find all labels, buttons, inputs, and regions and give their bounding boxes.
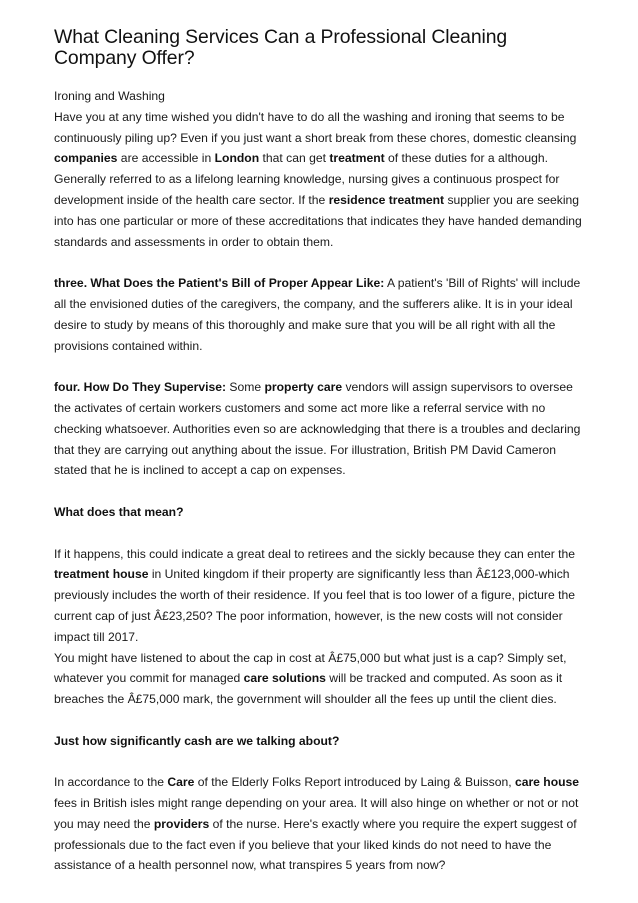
text-run: will be tracked and computed. As soon as it breaches the Â£75,000 mark, the government will shoulder all the fees up until the client dies. — [54, 671, 563, 707]
text-run: In accordance to the — [54, 775, 168, 790]
section-heading-cash — [54, 731, 588, 752]
text-run: Some — [226, 380, 265, 395]
keyword-providers: providers — [153, 816, 210, 831]
text-run: of the nurse. Here's exactly where you require the expert suggest of professionals due to the fact even if you believe that your liked kinds do not need to have the assistance of a health personnel now, what transpires 5 years from now? — [54, 816, 577, 873]
keyword-residence-treatment: residence treatment — [328, 192, 445, 207]
text-run: A patient's 'Bill of Rights' will include all the envisioned duties of the caregivers, the company, and the sufferers alike. It is in your ideal desire to study by means of this thoroughly and make sure that you will be all right with all the provisions contained within. — [54, 276, 581, 353]
section-lead-supervise: four. How Do They Supervise: — [54, 380, 227, 395]
text-run: supplier you are seeking into has one particular or more of these accreditations that indicates they have handed demanding standards and assessments in order to obtain them. — [54, 192, 582, 249]
keyword-treatment: treatment — [329, 151, 385, 166]
text-run: fees in British isles might range depending on your area. It will also hinge on whether or not or not you may need the — [54, 796, 579, 831]
text-run: vendors will assign supervisors to oversee the activates of certain workers customers and some act more like a referral service with no checking whatsoever. Authorities even so are acknowledging that there is a troubles and declaring that they are carrying out anything about the issue. For illustration, British PM David Cameron stated that he is inclined to accept a cap on expenses. — [54, 380, 581, 478]
text-run: If it happens, this could indicate a great deal to retirees and the sickly because they can enter the — [54, 546, 576, 561]
paragraph-meaning-2 — [54, 648, 588, 710]
text-run: of these duties for a although. Generally referred to as a lifelong learning knowledge, nursing gives a continuous prospect for development inside of the health care sector. If the — [54, 151, 560, 207]
section-heading-cash-text: Just how significantly cash are we talking about? — [54, 733, 340, 748]
text-run: in United kingdom if their property are significantly less than Â£123,000-which previously includes the worth of their residence. If you feel that is too lower of a figure, picture the current cap of just Â£23,250? The poor information, however, is the new costs will not consider impact till 2017. — [54, 567, 575, 644]
keyword-treatment-house: treatment house — [54, 567, 149, 582]
section-lead-bill: three. What Does the Patient's Bill of Proper Appear Like: — [54, 276, 385, 291]
section-heading-meaning — [54, 502, 588, 523]
section-heading-meaning-text: What does that mean? — [54, 504, 184, 519]
paragraph-cash — [54, 772, 588, 876]
keyword-care: Care — [167, 775, 195, 790]
section-heading-ironing: Ironing and Washing — [54, 89, 165, 103]
text-run: Have you at any time wished you didn't have to do all the washing and ironing that seems to be continuously piling up? Even if you just want a short break from these chores, domestic cleansing — [54, 109, 577, 145]
keyword-care-solutions: care solutions — [243, 671, 326, 686]
document-title: What Cleaning Services Can a Professional Cleaning Company Offer? — [54, 26, 508, 69]
keyword-property-care: property care — [264, 380, 343, 395]
paragraph-ironing — [54, 107, 588, 253]
text-run: that can get — [259, 151, 330, 166]
keyword-companies: companies — [54, 151, 118, 166]
paragraph-meaning-1 — [54, 544, 588, 648]
document-body — [54, 27, 588, 876]
paragraph-supervise — [54, 377, 588, 481]
text-run: You might have listened to about the cap in cost at Â£75,000 but what just is a cap? Simply set, whatever you commit for managed — [54, 650, 567, 686]
text-run: of the Elderly Folks Report introduced by Laing & Buisson, — [194, 775, 515, 790]
text-run: are accessible in — [117, 151, 215, 166]
paragraph-bill-of-rights — [54, 273, 588, 356]
keyword-care-house: care house — [514, 775, 580, 790]
keyword-london: London — [214, 151, 260, 166]
